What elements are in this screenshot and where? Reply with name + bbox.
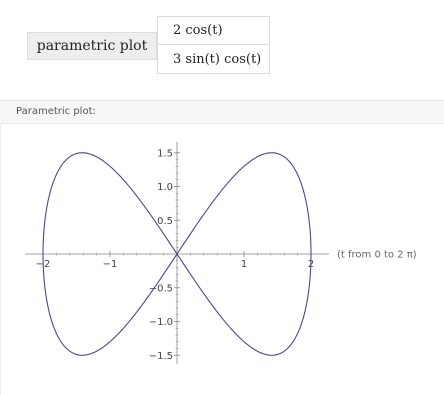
- parametric-plot-svg: [1, 124, 444, 395]
- x-expression-cell: 2 cos(t): [158, 17, 269, 45]
- y-tick-label: 1.0: [157, 182, 173, 193]
- y-tick-label: −1.0: [148, 317, 173, 328]
- y-tick-label: 1.5: [157, 148, 173, 160]
- x-tick-label: 1: [240, 259, 248, 270]
- plot-area: [0, 124, 444, 395]
- x-tick-label: −1: [102, 259, 118, 270]
- argument-table: [157, 16, 270, 74]
- input-row: [0, 0, 444, 100]
- y-tick-label: −1.5: [148, 350, 173, 362]
- y-expression-cell: 3 sin(t) cos(t): [173, 51, 262, 67]
- range-label: (t from 0 to 2 π): [337, 249, 417, 261]
- function-label: parametric plot: [27, 32, 157, 60]
- x-tick-label: 2: [307, 259, 315, 270]
- y-tick-label: −0.5: [148, 283, 173, 295]
- pod-header: [0, 100, 444, 124]
- y-tick-label: 0.5: [157, 215, 173, 227]
- x-tick-label: −2: [35, 259, 51, 270]
- pod-title: Parametric plot:: [16, 106, 96, 117]
